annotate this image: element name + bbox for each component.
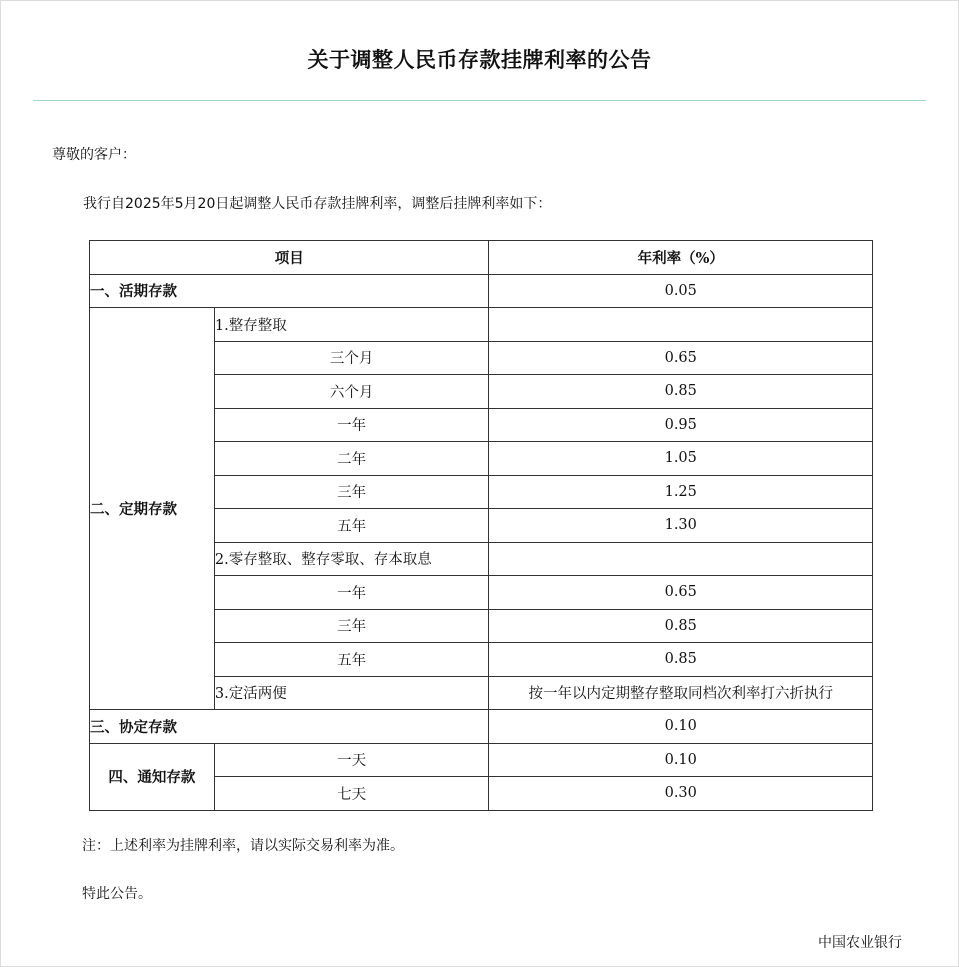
rate-cell: 1.25 — [489, 475, 873, 509]
category-time: 二、定期存款 — [90, 308, 215, 710]
rate-empty — [489, 308, 873, 342]
intro-paragraph: 我行自2025年5月20日起调整人民币存款挂牌利率，调整后挂牌利率如下： — [83, 196, 552, 212]
term-cell: 一年 — [214, 576, 489, 610]
rates-table — [89, 240, 873, 811]
rate-flexible: 按一年以内定期整存整取同档次利率打六折执行 — [489, 676, 873, 710]
table-header-row — [90, 241, 873, 275]
rate-cell: 0.65 — [489, 576, 873, 610]
table-row-demand — [90, 274, 873, 308]
table-row — [90, 743, 873, 777]
header-rate: 年利率（%） — [489, 241, 873, 275]
rate-cell: 0.10 — [489, 743, 873, 777]
rate-cell: 0.65 — [489, 341, 873, 375]
term-cell: 六个月 — [214, 375, 489, 409]
rate-cell: 0.30 — [489, 777, 873, 811]
term-cell: 三个月 — [214, 341, 489, 375]
term-cell: 三年 — [214, 609, 489, 643]
term-cell: 五年 — [214, 509, 489, 543]
page-title: 关于调整人民币存款挂牌利率的公告 — [307, 47, 652, 72]
rate-cell: 0.85 — [489, 375, 873, 409]
term-cell: 五年 — [214, 643, 489, 677]
rate-agreement: 0.10 — [489, 710, 873, 744]
rate-cell: 0.85 — [489, 643, 873, 677]
table-row-agreement — [90, 710, 873, 744]
subcategory-lump: 1.整存整取 — [214, 308, 489, 342]
term-cell: 一年 — [214, 408, 489, 442]
rate-demand: 0.05 — [489, 274, 873, 308]
closing-paragraph: 特此公告。 — [82, 886, 152, 902]
term-cell: 一天 — [214, 743, 489, 777]
rate-cell: 1.30 — [489, 509, 873, 543]
table-row-lump-header — [90, 308, 873, 342]
subcategory-flexible: 3.定活两便 — [214, 676, 489, 710]
category-notice: 四、通知存款 — [90, 743, 215, 810]
rate-cell: 1.05 — [489, 442, 873, 476]
salutation: 尊敬的客户： — [52, 147, 136, 163]
subcategory-installment: 2.零存整取、整存零取、存本取息 — [214, 542, 489, 576]
term-cell: 三年 — [214, 475, 489, 509]
signature: 中国农业银行 — [818, 935, 902, 951]
rate-cell: 0.95 — [489, 408, 873, 442]
rate-empty — [489, 542, 873, 576]
note-paragraph: 注：上述利率为挂牌利率，请以实际交易利率为准。 — [82, 838, 404, 854]
term-cell: 七天 — [214, 777, 489, 811]
category-demand: 一、活期存款 — [90, 274, 489, 308]
category-agreement: 三、协定存款 — [90, 710, 489, 744]
header-item: 项目 — [90, 241, 489, 275]
term-cell: 二年 — [214, 442, 489, 476]
title-divider — [33, 100, 926, 101]
rate-cell: 0.85 — [489, 609, 873, 643]
